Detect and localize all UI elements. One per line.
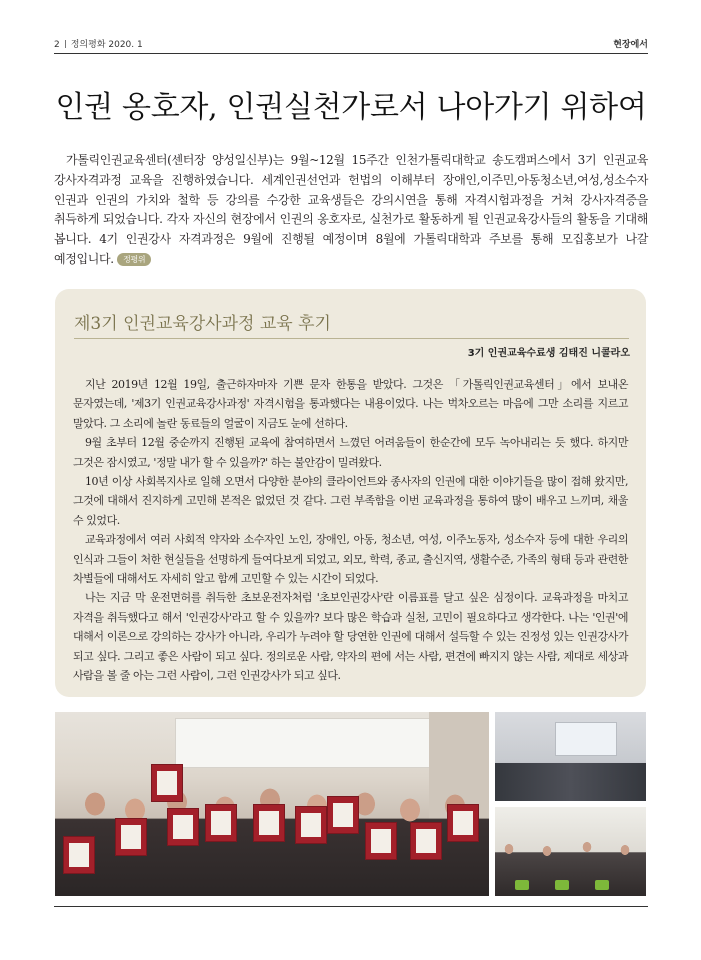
classroom-photo: [495, 712, 646, 801]
workshop-photo: [495, 807, 646, 896]
green-chair: [595, 880, 609, 890]
certificate: [365, 822, 397, 860]
certificate: [63, 836, 95, 874]
projection-screen: [555, 722, 617, 756]
certificate: [295, 806, 327, 844]
review-body: [73, 375, 628, 686]
review-box: [55, 289, 646, 697]
certificate: [253, 804, 285, 842]
header-left: [54, 37, 143, 50]
page-header: [54, 36, 648, 52]
whiteboard: [175, 718, 447, 768]
review-paragraph: 10년 이상 사회복지사로 일해 오면서 다양한 분야의 클라이언트와 종사자의 인권에 대한 이야기들을 많이 접해 왔지만, 그것에 대해서 진지하게 고민해 본적은 없었던 것 같다. 그런 부족함을 이번 교육과정을 통하여 많이 배우고 느끼며, 채울 수 있었다.: [73, 475, 628, 527]
review-paragraph: 나는 지금 막 운전면허를 취득한 초보운전자처럼 '초보인권강사'란 이름표를 달고 싶은 심정이다. 교육과정을 마치고 자격을 취득했다고 해서 '인권강사'라고 할 수 있을까? 보다 많은 학습과 실천, 고민이 필요하다고 생각한다. 나는 '인권'에 대해서 이론으로 강의하는 강사가 아니라, 우리가 누려야 할 당연한 인권에 대해서 설득할 수 있는 진정성 있는 인권강사가 되고 싶다. 그리고 좋은 사람이 되고 싶다. 정의로운 사람, 약자의 편에 서는 사람, 편견에 빠지지 않는 사람, 제대로 세상과 사람을 볼 줄 아는 그런 사람이, 그런 인권강사가 되고 싶다.: [73, 591, 628, 683]
green-chair: [515, 880, 529, 890]
intro-text: 가톨릭인권교육센터(센터장 양성일신부)는 9월~12월 15주간 인천가톨릭대학교 송도캠퍼스에서 3기 인권교육 강사자격과정 교육을 진행하였습니다. 세계인권선언과 헌법의 이해부터 장애인,이주민,아동청소년,여성,성소수자 인권과 인권의 가치와 철학 등 강의를 수강한 교육생들은 강의시연을 통해 자격시험과정을 거쳐 강사자격증을 취득하게 되었습니다. 각자 자신의 현장에서 인권의 옹호자로, 실천가로 활동하게 될 인권교육강사들의 활동을 기대해 봅니다. 4기 인권강사 자격과정은 9월에 진행될 예정이며 8월에 가톨릭대학과 주보를 통해 모집홍보가 나갈 예정입니다.: [54, 153, 648, 266]
certificate: [447, 804, 479, 842]
review-paragraph: 9월 초부터 12월 중순까지 진행된 교육에 참여하면서 느꼈던 어려움들이 한순간에 모두 녹아내리는 듯 했다. 하지만 그것은 잠시였고, '정말 내가 할 수 있을까?' 하는 불안감이 밀려왔다.: [73, 436, 628, 469]
certificate: [151, 764, 183, 802]
certificate: [205, 804, 237, 842]
review-byline: 3기 인권교육수료생 김태진 니콜라오: [467, 348, 630, 359]
review-title-rule: [74, 338, 629, 339]
certificate: [167, 808, 199, 846]
certificate: [410, 822, 442, 860]
seated-audience: [495, 763, 646, 801]
section-name: 현장에서: [613, 40, 648, 50]
author-badge: 정평위: [117, 253, 151, 266]
review-paragraph: 교육과정에서 여러 사회적 약자와 소수자인 노인, 장애인, 아동, 청소년, 여성, 이주노동자, 성소수자 등에 대한 우리의 인식과 그들이 처한 현실들을 선명하게 들여다보게 되었고, 외모, 학력, 종교, 출신지역, 생활수준, 가족의 형태 등과 관련한 차별들에 대해서도 자세히 알고 함께 고민할 수 있는 시간이 되었다.: [73, 533, 628, 586]
certificate: [115, 818, 147, 856]
intro-paragraph: [54, 151, 648, 270]
publication-name: 정의평화 2020. 1: [70, 40, 143, 50]
certificate: [327, 796, 359, 834]
article-title: 인권 옹호자, 인권실천가로서 나아가기 위하여: [55, 90, 647, 125]
group-photo: [55, 712, 489, 896]
review-paragraph: 지난 2019년 12월 19일, 출근하자마자 기쁜 문자 한통을 받았다. 그것은 「가톨릭인권교육센터」에서 보내온 문자였는데, '제3기 인권교육강사과정' 자격시험을 통과했다는 내용이었다. 나는 벅차오르는 마음에 그만 소리를 지르고 말았다. 그 소리에 놀란 동료들의 얼굴이 지금도 눈에 선하다.: [73, 378, 628, 430]
header-rule: [54, 53, 648, 54]
footer-rule: [54, 906, 648, 907]
header-divider: [65, 40, 66, 48]
page-number: 2: [54, 40, 60, 50]
review-title: 제3기 인권교육강사과정 교육 후기: [74, 314, 331, 334]
green-chair: [555, 880, 569, 890]
